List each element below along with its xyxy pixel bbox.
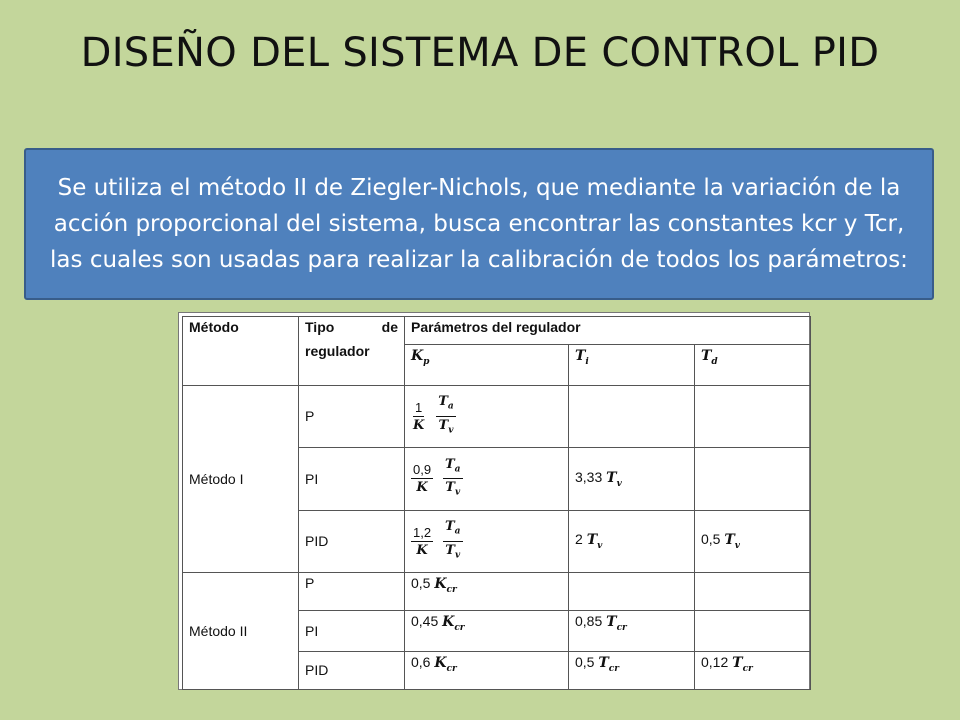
ratio-numerator bbox=[443, 518, 463, 542]
kp-numerator: 1,2 bbox=[413, 524, 432, 540]
ratio-denominator bbox=[437, 417, 456, 440]
kp-fraction bbox=[411, 399, 426, 434]
method-1-label-text: Método I bbox=[189, 470, 244, 487]
ratio-numerator-symbol: T bbox=[444, 456, 455, 472]
row-type bbox=[299, 611, 405, 651]
header-kp-symbol: K bbox=[411, 348, 424, 365]
header-ti bbox=[569, 345, 695, 385]
row-type-text: PID bbox=[305, 662, 329, 679]
ratio-denominator-symbol: T bbox=[445, 480, 455, 496]
ti-cell bbox=[569, 651, 695, 689]
ratio-denominator bbox=[443, 542, 462, 565]
row-type-text: PI bbox=[305, 470, 319, 487]
kp-denominator: K bbox=[416, 480, 428, 496]
td-cell bbox=[695, 651, 811, 689]
kp-denominator: K bbox=[413, 417, 425, 433]
ti-cell bbox=[569, 611, 695, 651]
ti-sub: cr bbox=[616, 623, 627, 634]
ratio-numerator-symbol: T bbox=[444, 519, 455, 535]
header-kp bbox=[405, 345, 569, 385]
row-type bbox=[299, 651, 405, 689]
pid-parameters-table bbox=[182, 316, 811, 690]
ti-value: 2 bbox=[575, 531, 583, 548]
td-value: 0,12 bbox=[701, 653, 729, 670]
kp-symbol: K bbox=[434, 654, 447, 671]
kp-sub: cr bbox=[446, 663, 457, 674]
ratio-denominator bbox=[443, 479, 462, 502]
ti-cell bbox=[569, 510, 695, 573]
ti-cell bbox=[569, 573, 695, 611]
table-row bbox=[183, 573, 811, 611]
header-params-label: Parámetros del regulador bbox=[411, 319, 581, 335]
header-ti-sub: i bbox=[585, 357, 589, 368]
kp-value: 0,5 bbox=[411, 575, 431, 592]
td-cell bbox=[695, 510, 811, 573]
ti-value: 0,85 bbox=[575, 613, 603, 630]
row-type bbox=[299, 448, 405, 511]
row-type-text: PID bbox=[305, 533, 329, 550]
kp-value: 0,45 bbox=[411, 613, 439, 630]
ratio-numerator-sub: a bbox=[454, 526, 461, 537]
ti-symbol: T bbox=[586, 532, 598, 549]
td-symbol: T bbox=[724, 532, 735, 549]
ti-sub: v bbox=[597, 541, 603, 552]
ratio-numerator bbox=[443, 456, 463, 480]
td-cell bbox=[695, 611, 811, 651]
table-row bbox=[183, 385, 811, 448]
ti-value: 0,5 bbox=[575, 653, 595, 670]
ti-symbol: T bbox=[606, 614, 617, 631]
header-method bbox=[183, 317, 299, 386]
kp-cell bbox=[405, 510, 569, 573]
ratio-denominator-symbol: T bbox=[438, 417, 449, 433]
kp-symbol: K bbox=[434, 576, 447, 593]
ratio-fraction bbox=[436, 393, 456, 439]
pid-parameters-table-frame bbox=[178, 312, 810, 690]
header-kp-sub: p bbox=[423, 357, 430, 368]
header-type-de: de bbox=[381, 319, 398, 335]
ti-symbol: T bbox=[606, 469, 617, 486]
td-value: 0,5 bbox=[701, 531, 721, 548]
kp-cell bbox=[405, 611, 569, 651]
td-sub: v bbox=[734, 541, 741, 552]
row-type-text: PI bbox=[305, 622, 319, 639]
ti-cell bbox=[569, 448, 695, 511]
ratio-fraction bbox=[443, 518, 463, 564]
kp-value: 0,6 bbox=[411, 653, 431, 670]
row-type bbox=[299, 385, 405, 448]
ratio-numerator-sub: a bbox=[447, 401, 454, 412]
header-type bbox=[299, 317, 405, 386]
description-box bbox=[24, 148, 934, 300]
header-td-symbol: T bbox=[701, 348, 712, 365]
method-2-label bbox=[183, 573, 299, 690]
ratio-denominator-symbol: T bbox=[445, 542, 455, 558]
row-type bbox=[299, 510, 405, 573]
slide-title: DISEÑO DEL SISTEMA DE CONTROL PID bbox=[80, 30, 880, 76]
ratio-denominator-sub: v bbox=[448, 425, 454, 436]
header-type-label: Tipo bbox=[305, 319, 335, 335]
kp-numerator: 0,9 bbox=[413, 462, 432, 478]
header-td-sub: d bbox=[711, 357, 718, 368]
description-text: Se utiliza el método II de Ziegler-Nichols, que mediante la variación de la acción proporcional del sistema, busca encontrar las constantes kcr y Tcr, las cuales son usadas para realizar la calibración de todos los parámetros: bbox=[50, 175, 908, 273]
header-params bbox=[405, 317, 811, 345]
td-symbol: T bbox=[732, 654, 743, 671]
kp-sub: cr bbox=[446, 584, 457, 595]
header-type-label-2: regulador bbox=[305, 343, 370, 359]
kp-cell bbox=[405, 385, 569, 448]
kp-sub: cr bbox=[454, 623, 465, 634]
kp-symbol: K bbox=[442, 614, 455, 631]
td-cell bbox=[695, 573, 811, 611]
ratio-fraction bbox=[443, 456, 463, 502]
ratio-denominator-sub: v bbox=[454, 487, 461, 498]
kp-denominator: K bbox=[416, 542, 428, 558]
ti-symbol: T bbox=[598, 654, 609, 671]
row-type-text: P bbox=[305, 575, 315, 592]
ti-cell bbox=[569, 385, 695, 448]
method-2-label-text: Método II bbox=[189, 623, 248, 640]
header-ti-symbol: T bbox=[575, 348, 586, 365]
kp-cell bbox=[405, 448, 569, 511]
ratio-numerator bbox=[436, 393, 456, 417]
method-1-label bbox=[183, 385, 299, 573]
kp-cell bbox=[405, 651, 569, 689]
header-td bbox=[695, 345, 811, 385]
row-type bbox=[299, 573, 405, 611]
ratio-numerator-symbol: T bbox=[438, 394, 448, 410]
kp-fraction bbox=[411, 524, 433, 559]
ti-sub: cr bbox=[608, 663, 620, 674]
kp-numerator: 1 bbox=[415, 399, 423, 415]
ratio-denominator-sub: v bbox=[454, 550, 461, 561]
kp-cell bbox=[405, 573, 569, 611]
td-cell bbox=[695, 448, 811, 511]
ratio-numerator-sub: a bbox=[454, 464, 461, 475]
td-cell bbox=[695, 385, 811, 448]
ti-sub: v bbox=[616, 478, 622, 489]
row-type-text: P bbox=[305, 408, 315, 425]
header-method-label: Método bbox=[189, 319, 239, 335]
ti-value: 3,33 bbox=[575, 468, 603, 485]
kp-fraction bbox=[411, 461, 433, 496]
td-sub: cr bbox=[742, 663, 753, 674]
